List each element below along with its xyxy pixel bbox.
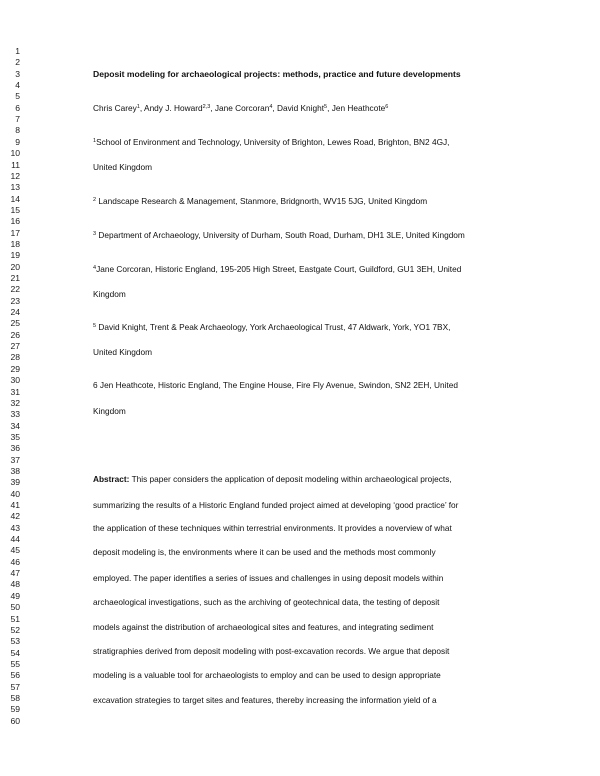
author-affiliation-mark: 4 — [269, 104, 273, 110]
affiliation-5-continued: United Kingdom — [93, 347, 153, 357]
line-number: 55 — [10, 658, 20, 669]
author-affiliation-mark: 5 — [324, 104, 328, 110]
line-number: 54 — [10, 647, 20, 658]
affiliation-6-continued: Kingdom — [93, 406, 126, 416]
line-number: 50 — [10, 602, 20, 613]
author-separator: , — [139, 103, 145, 113]
line-number: 19 — [10, 250, 20, 261]
affiliation-mark: 2 — [93, 197, 97, 203]
author-name: Jen Heathcote — [331, 103, 386, 113]
line-number: 23 — [10, 295, 20, 306]
line-number: 41 — [10, 500, 20, 510]
abstract-line: the application of these techniques within terrestrial environments. It provides a noverview of what — [93, 523, 452, 533]
line-number: 21 — [10, 273, 20, 283]
abstract-line: archaeological investigations, such as the archiving of geotechnical data, the testing of deposit — [93, 597, 440, 607]
line-number: 35 — [10, 431, 20, 442]
line-number: 14 — [10, 193, 20, 204]
author-separator: , — [327, 103, 332, 113]
abstract-line: models against the distribution of archaeological sites and features, and integrating sediment — [93, 622, 434, 632]
line-number: 45 — [10, 545, 20, 556]
abstract-line: employed. The paper identifies a series of issues and challenges in using deposit models within — [93, 573, 444, 583]
affiliation-text: Jane Corcoran, Historic England, 195-205 High Street, Eastgate Court, Guildford, GU1 3EH, United — [96, 264, 462, 274]
author-name: David Knight — [277, 103, 325, 113]
affiliation-mark: 4 — [93, 265, 97, 271]
line-number: 24 — [10, 307, 20, 318]
line-number: 30 — [10, 375, 20, 386]
line-number: 36 — [10, 443, 20, 454]
affiliation-3 — [93, 230, 465, 240]
affiliation-6: 6 Jen Heathcote, Historic England, The Engine House, Fire Fly Avenue, Swindon, SN2 2EH, United — [93, 380, 458, 390]
line-number: 34 — [10, 420, 20, 431]
line-number: 37 — [10, 454, 20, 465]
paper-title: Deposit modeling for archaeological projects: methods, practice and future developments — [93, 69, 461, 79]
line-number: 20 — [10, 261, 20, 272]
line-number: 52 — [10, 624, 20, 635]
abstract-line: excavation strategies to target sites and features, thereby increasing the information yield of a — [93, 695, 437, 705]
abstract-text: This paper considers the application of deposit modeling within archaeological projects, — [129, 474, 452, 484]
author-name: Jane Corcoran — [214, 103, 270, 113]
affiliation-mark: 3 — [93, 231, 97, 237]
abstract-line: modeling is a valuable tool for archaeologists to employ and can be used to design appropriate — [93, 670, 441, 680]
line-number: 56 — [10, 670, 20, 681]
affiliation-text: David Knight, Trent & Peak Archaeology, York Archaeological Trust, 47 Aldwark, York, YO1 7BX, — [96, 322, 451, 332]
line-number: 6 — [15, 102, 20, 113]
line-number: 29 — [10, 363, 20, 374]
line-number: 25 — [10, 318, 20, 329]
line-number: 18 — [10, 238, 20, 249]
line-number: 57 — [10, 681, 20, 692]
line-number: 3 — [15, 68, 20, 79]
line-number: 59 — [10, 704, 20, 715]
line-number: 7 — [15, 114, 20, 125]
line-number: 46 — [10, 556, 20, 567]
line-number: 44 — [10, 534, 20, 545]
line-number: 43 — [10, 522, 20, 533]
affiliation-5 — [93, 322, 450, 332]
affiliation-1-continued: United Kingdom — [93, 162, 153, 172]
author-list — [93, 103, 388, 113]
line-number: 10 — [10, 148, 20, 159]
line-number: 22 — [10, 284, 20, 295]
author-affiliation-mark: 2,3 — [202, 104, 211, 110]
line-number: 17 — [10, 227, 20, 238]
affiliation-mark: 5 — [93, 323, 97, 329]
line-number: 11 — [11, 159, 20, 170]
line-number: 1 — [15, 46, 20, 56]
line-number: 49 — [10, 590, 20, 601]
author-affiliation-mark: 6 — [385, 104, 389, 110]
author-affiliation-mark: 1 — [136, 104, 140, 110]
affiliation-text: Landscape Research & Management, Stanmore, Bridgnorth, WV15 5JG, United Kingdom — [96, 196, 428, 206]
line-number: 12 — [10, 170, 20, 181]
line-number: 53 — [10, 636, 20, 647]
line-number: 47 — [10, 568, 20, 579]
line-number: 27 — [10, 341, 20, 352]
abstract-line: deposit modeling is, the environments where it can be used and the methods most commonly — [93, 547, 436, 557]
line-number: 5 — [15, 91, 20, 102]
line-number: 15 — [10, 204, 20, 215]
affiliation-text: Department of Archaeology, University of Durham, South Road, Durham, DH1 3LE, United Kingdom — [96, 230, 465, 240]
line-number: 40 — [10, 488, 20, 499]
line-number: 16 — [10, 216, 20, 227]
line-number: 8 — [15, 125, 20, 136]
abstract-label: Abstract: — [93, 474, 130, 484]
line-number: 58 — [10, 692, 20, 703]
line-number: 33 — [10, 409, 20, 420]
line-number: 48 — [10, 579, 20, 590]
line-number: 32 — [10, 397, 20, 408]
line-number: 31 — [10, 386, 20, 397]
line-number: 13 — [10, 182, 20, 193]
line-number: 42 — [10, 511, 20, 522]
line-number: 38 — [10, 465, 20, 476]
line-number: 51 — [10, 613, 20, 624]
line-number: 2 — [15, 57, 20, 68]
line-number: 4 — [15, 80, 20, 91]
line-number: 26 — [10, 329, 20, 340]
author-separator: , — [210, 103, 215, 113]
author-separator: , — [272, 103, 277, 113]
affiliation-1 — [93, 137, 450, 147]
affiliation-text: School of Environment and Technology, University of Brighton, Lewes Road, Brighton, BN2 4GJ, — [96, 137, 450, 147]
line-number: 60 — [10, 715, 20, 726]
abstract-line — [93, 474, 452, 484]
affiliation-mark: 1 — [93, 138, 97, 144]
affiliation-4-continued: Kingdom — [93, 289, 126, 299]
affiliation-4 — [93, 264, 461, 274]
abstract-line: stratigraphies derived from deposit modeling with post-excavation records. We argue that deposit — [93, 646, 450, 656]
author-name: Chris Carey — [93, 103, 137, 113]
line-number: 9 — [15, 136, 20, 147]
abstract-line: summarizing the results of a Historic England funded project aimed at developing ‘good practice’ for — [93, 500, 459, 510]
line-number: 39 — [10, 477, 20, 488]
affiliation-2 — [93, 196, 427, 206]
line-number: 28 — [10, 352, 20, 363]
author-name: Andy J. Howard — [144, 103, 203, 113]
